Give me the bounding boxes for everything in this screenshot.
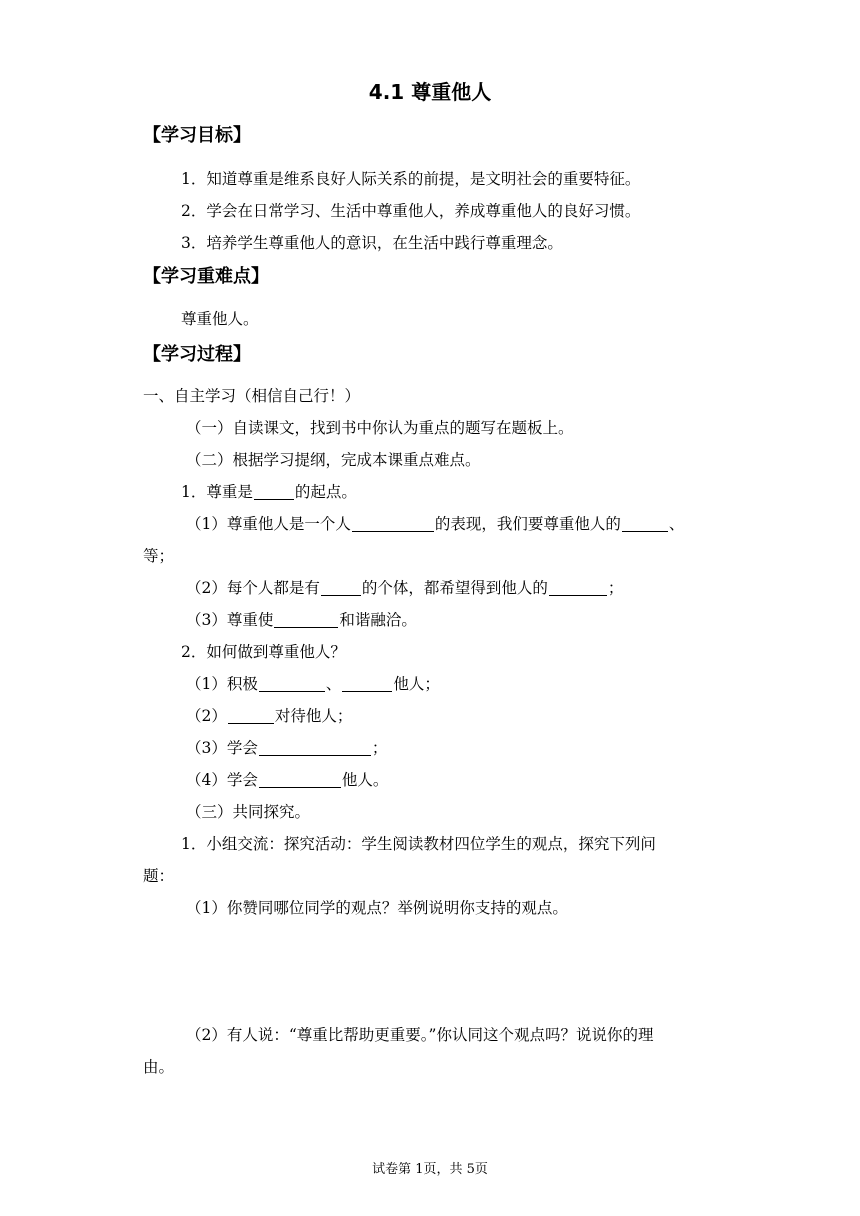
heading-process: 【学习过程】 — [143, 344, 251, 365]
answer-blank[interactable] — [228, 708, 274, 725]
question-1-2 — [186, 576, 623, 598]
question-2-2 — [186, 704, 352, 726]
question-1-1-continued: 等； — [143, 547, 175, 565]
question-1-2-part-a: （2）每个人都是有 — [186, 579, 320, 597]
question-1-3-part-b: 和谐融洽。 — [339, 611, 417, 629]
question-2-3-part-b: ； — [371, 739, 388, 757]
answer-blank[interactable] — [342, 676, 392, 693]
question-2-1-part-a: （1）积极 — [186, 675, 258, 693]
question-1-part-a: 1．尊重是 — [181, 483, 253, 501]
question-3: 1．小组交流：探究活动：学生阅读教材四位学生的观点，探究下列问 — [181, 835, 656, 853]
question-2-4-part-b: 他人。 — [341, 771, 389, 789]
question-1-1-part-b: 的表现，我们要尊重他人的 — [434, 515, 621, 533]
goal-item-2: 2．学会在日常学习、生活中尊重他人，养成尊重他人的良好习惯。 — [181, 202, 641, 220]
answer-blank[interactable] — [321, 580, 361, 597]
question-2-2-part-a: （2） — [186, 707, 227, 725]
question-2-3-part-a: （3）学会 — [186, 739, 258, 757]
answer-blank[interactable] — [622, 516, 668, 533]
question-3-continued: 题： — [143, 867, 175, 885]
answer-blank[interactable] — [352, 516, 434, 533]
question-2-4 — [186, 768, 388, 790]
page-title: 4.1 尊重他人 — [368, 80, 492, 104]
question-1-2-part-c: ； — [607, 579, 624, 597]
subsection-3: （三）共同探究。 — [186, 803, 311, 821]
question-2-4-part-a: （4）学会 — [186, 771, 258, 789]
question-2-3 — [186, 736, 387, 758]
heading-goals: 【学习目标】 — [143, 125, 251, 146]
question-3-2-continued: 由。 — [143, 1058, 175, 1076]
question-2: 2．如何做到尊重他人？ — [181, 643, 346, 661]
goal-item-1: 1．知道尊重是维系良好人际关系的前提，是文明社会的重要特征。 — [181, 170, 641, 188]
answer-blank[interactable] — [259, 740, 371, 757]
answer-blank[interactable] — [254, 484, 294, 501]
section-self-study: 一、自主学习（相信自己行！） — [143, 387, 361, 405]
question-1-1-part-c: 、 — [668, 515, 685, 533]
question-1 — [181, 480, 357, 502]
question-1-2-part-b: 的个体，都希望得到他人的 — [361, 579, 548, 597]
answer-blank[interactable] — [259, 772, 341, 789]
question-1-part-b: 的起点。 — [294, 483, 357, 501]
answer-blank[interactable] — [549, 580, 607, 597]
goal-item-3: 3．培养学生尊重他人的意识，在生活中践行尊重理念。 — [181, 234, 563, 252]
subsection-1: （一）自读课文，找到书中你认为重点的题写在题板上。 — [186, 419, 574, 437]
heading-key-points: 【学习重难点】 — [143, 266, 269, 287]
question-3-1: （1）你赞同哪位同学的观点？举例说明你支持的观点。 — [186, 899, 568, 917]
question-1-3-part-a: （3）尊重使 — [186, 611, 274, 629]
question-1-1 — [186, 512, 684, 534]
key-point-text: 尊重他人。 — [181, 310, 259, 328]
question-2-2-part-b: 对待他人； — [274, 707, 353, 725]
page-footer: 试卷第 1页，共 5页 — [372, 1162, 488, 1177]
question-2-1-part-c: 他人； — [393, 675, 440, 693]
question-2-1 — [186, 672, 440, 694]
question-3-2: （2）有人说：“尊重比帮助更重要。”你认同这个观点吗？说说你的理 — [186, 1026, 654, 1044]
question-1-1-part-a: （1）尊重他人是一个人 — [186, 515, 351, 533]
answer-blank[interactable] — [274, 612, 338, 629]
answer-blank[interactable] — [259, 676, 325, 693]
subsection-2: （二）根据学习提纲，完成本课重点难点。 — [186, 451, 481, 469]
question-1-3 — [186, 608, 417, 630]
question-2-1-part-b: 、 — [325, 675, 342, 693]
